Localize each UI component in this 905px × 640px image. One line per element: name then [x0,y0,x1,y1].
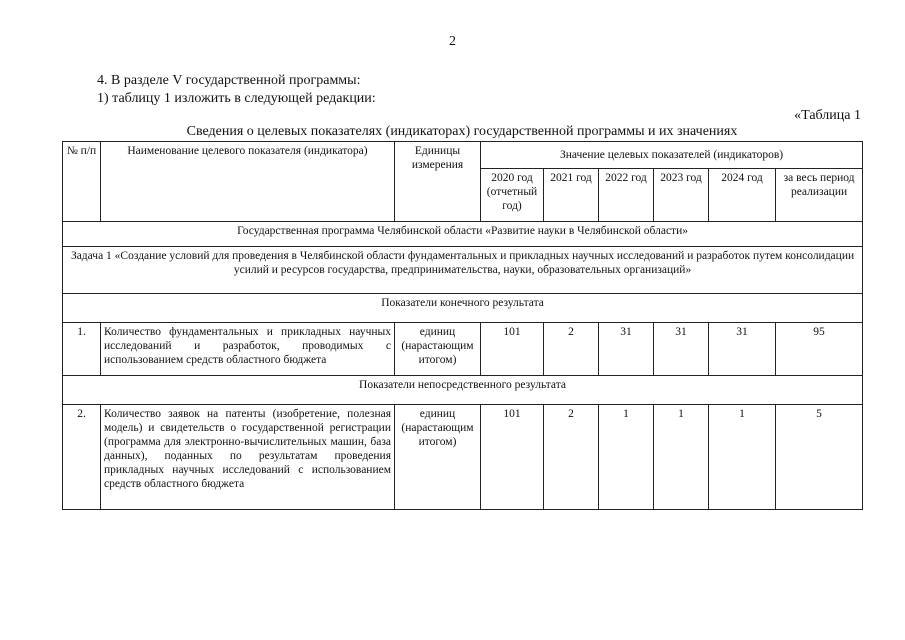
header-year-2021: 2021 год [544,169,599,222]
header-year-2020: 2020 год (отчетный год) [481,169,544,222]
header-values-group: Значение целевых показателей (индикаторов) [481,142,863,169]
task-row [63,247,863,294]
row-1-value-2022: 31 [599,323,654,376]
row-2-value-2020: 101 [481,405,544,510]
row-1-num: 1. [63,323,101,376]
row-2-value-2022: 1 [599,405,654,510]
row-1-value-total: 95 [776,323,863,376]
header-year-2022: 2022 год [599,169,654,222]
row-1-value-2024: 31 [709,323,776,376]
header-num: № п/п [63,142,101,222]
intro-line-2: 1) таблицу 1 изложить в следующей редакции: [97,91,376,106]
row-2-value-2023: 1 [654,405,709,510]
page-number: 2 [449,34,456,49]
intro-text [97,72,376,108]
program-title: Государственная программа Челябинской области «Развитие науки в Челябинской области» [63,222,863,247]
row-2-name: Количество заявок на патенты (изобретение, полезная модель) и свидетельств о государственной регистрации (программа для электронно-вычислительных машин, база данных), поданных по результатам проведения прикладных научных исследований с использованием средств областного бюджета [101,405,395,510]
task-title: Задача 1 «Создание условий для проведения в Челябинской области фундаментальных и прикладных научных исследований и разработок путем консолидации усилий и ресурсов государства, предпринимательства, науки, образовательных организаций» [63,247,863,294]
row-1-value-2020: 101 [481,323,544,376]
row-1-units: единиц (нарастающим итогом) [395,323,481,376]
section-direct-row [63,376,863,405]
header-year-2023: 2023 год [654,169,709,222]
table-row [63,405,863,510]
row-2-num: 2. [63,405,101,510]
row-2-units: единиц (нарастающим итогом) [395,405,481,510]
header-name: Наименование целевого показателя (индикатора) [101,142,395,222]
row-1-name: Количество фундаментальных и прикладных научных исследований и разработок, проводимых с использованием средств областного бюджета [101,323,395,376]
table-label: «Таблица 1 [794,108,861,123]
table-title: Сведения о целевых показателях (индикаторах) государственной программы и их значениях [186,124,738,139]
section-final-row [63,294,863,323]
row-2-value-total: 5 [776,405,863,510]
section-direct-title: Показатели непосредственного результата [63,376,863,405]
header-row-1 [63,142,863,169]
header-year-2024: 2024 год [709,169,776,222]
program-row [63,222,863,247]
row-1-value-2021: 2 [544,323,599,376]
row-1-value-2023: 31 [654,323,709,376]
indicators-table [62,141,863,510]
section-final-title: Показатели конечного результата [63,294,863,323]
header-total-period: за весь период реализации [776,169,863,222]
header-units: Единицы измерения [395,142,481,222]
row-2-value-2021: 2 [544,405,599,510]
intro-line-1: 4. В разделе V государственной программы: [97,73,361,88]
row-2-value-2024: 1 [709,405,776,510]
table-row [63,323,863,376]
